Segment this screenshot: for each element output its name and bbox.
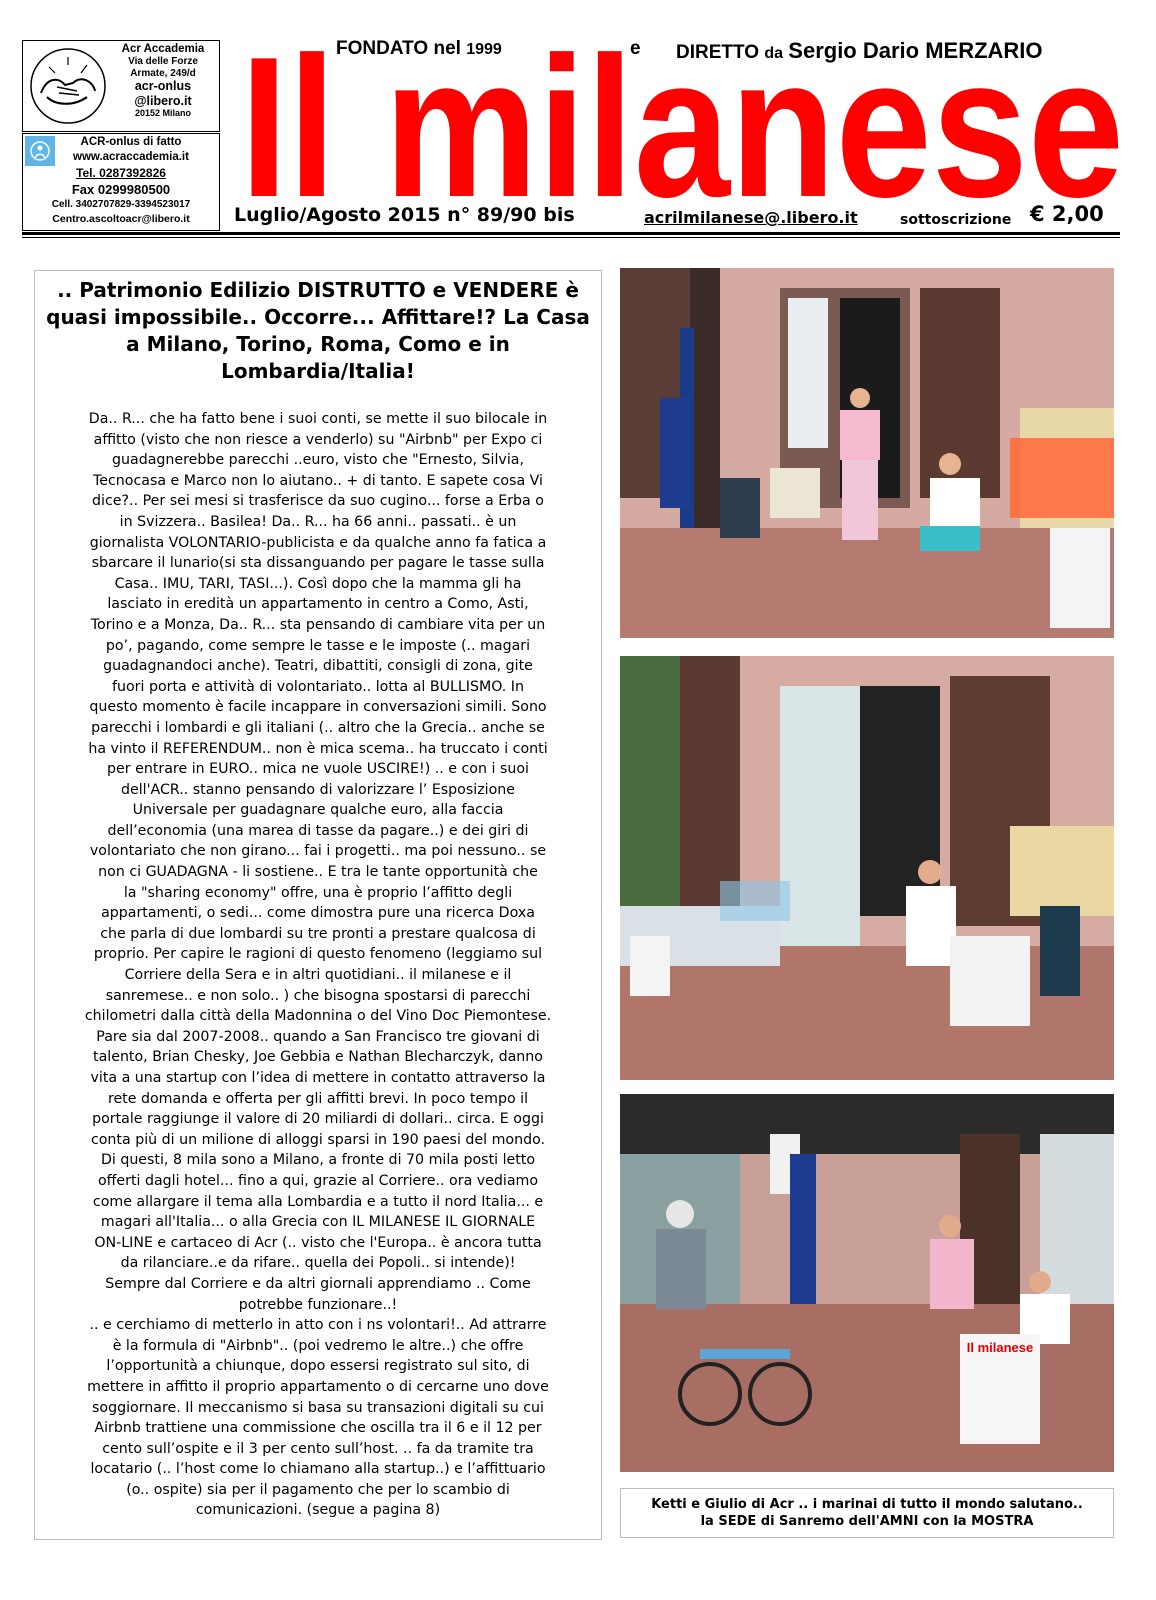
- email-domain: @libero.it: [134, 93, 192, 108]
- and-text: e: [630, 38, 641, 59]
- main-article: [34, 270, 602, 1540]
- founded-year: 1999: [466, 41, 502, 58]
- contact-box: [22, 133, 220, 231]
- founded-label: FONDATO nel: [336, 38, 461, 59]
- contact-web[interactable]: www.acraccademia.it: [73, 151, 189, 163]
- poster-title: Il milanese: [966, 1340, 1034, 1355]
- photo-2: [620, 656, 1114, 1080]
- photo-1: [620, 268, 1114, 638]
- address-street2: Armate, 249/d: [130, 67, 196, 79]
- caption-line-2: la SEDE di Sanremo dell'AMNI con la MOSTRA: [700, 1514, 1034, 1529]
- contact-email[interactable]: Centro.ascoltoacr@libero.it: [52, 213, 190, 225]
- caption-line-1: Ketti e Giulio di Acr .. i marinai di tutto il mondo salutano..: [651, 1497, 1083, 1512]
- address-box: [22, 40, 220, 132]
- contact-tel: Tel. 0287392826: [76, 166, 166, 180]
- address-zip: 20152 Milano: [134, 107, 192, 118]
- contact-fax: Fax 0299980500: [71, 182, 171, 197]
- directed-by: da: [764, 45, 783, 62]
- org-name: Acr Accademia: [121, 43, 205, 55]
- directed-label: DIRETTO: [676, 42, 760, 63]
- title-text: Il milanese: [240, 24, 1124, 208]
- price: € 2,00: [1030, 202, 1104, 226]
- photo-3: [620, 1094, 1114, 1472]
- email-user: acr-onlus: [134, 79, 192, 94]
- article-body: Da.. R... che ha fatto bene i suoi conti, se mette il suo bilocale in affitto (visto che non riesce a venderlo) su "Airbnb" per Expo ci guadagnerebbe parecchi ..euro, visto che "Ernesto, Silvia, Tecnocasa e Marco non lo aiutano.. + di tanto. E sapete cosa Vi dice?.. Per sei mesi si trasferisce da suo cugino... forse a Erba o in Svizzera.. Basilea! Da.. R... ha 66 anni.. passati.. è un giornalista VOLONTARIO-publicista e da qualche anno fa fatica a sbarcare il lunario(si sta dissanguando per pagare le tasse sulla Casa.. IMU, TARI, TASI...). Così dopo che la mamma gli ha lasciato in eredità un appartamento in centro a Como, Asti, Torino e a Monza, Da.. R... sta pensando di cambiare vita per un po’, pagando, come sempre le tasse e le imposte (.. magari guadagnandoci anche). Teatri, dibattiti, consigli di zona, gite fuori porta e attività di volontariato.. lotta al BULLISMO. In questo momento è facile incappare in conversazioni simili. Sono parecchi i lombardi e gli italiani (.. altro che la Grecia.. anche se ha vinto il REFERENDUM.. non è mica scema.. ha truccato i conti per entrare in EURO.. mica ne vuole USCIRE!) .. e con i suoi dell'ACR.. stanno pensando di valorizzare l’ Esposizione Universale per guadagnare qualche euro, alla faccia dell’economia (una marea di tasse da pagare..) e dei giri di volontariato che non girano... fai i progetti.. ma poi nessuno.. se non ci GUADAGNA - li sostiene.. E tra le tante opportunità che la "sharing economy" offre, una è proprio l’affitto degli appartamenti, o sedi... come dimostra pure una ricerca Doxa che parla di due lombardi su tre pronti a prestare qualcosa di proprio. Per capire le ragioni di questo fenomeno (leggiamo sul Corriere della Sera e in altri quotidiani.. il milanese e il sanremese.. e non solo.. ) che bisogna spostarsi di parecchi chilometri dalla città della Madonnina o del Vino Doc Piemontese. Pare sia dal 2007-2008.. quando a San Francisco tre giovani di talento, Brian Chesky, Joe Gebbia e Nathan Blecharczyk, danno vita a una startup con l’idea di mettere in contatto attraverso la rete domanda e offerta per gli affitti brevi. In poco tempo il portale raggiunge il valore di 20 miliardi di dollari.. circa. E oggi conta più di un milione di alloggi sparsi in 190 paesi del mondo. Di questi, 8 mila sono a Milano, a fronte di 70 mila posti letto offerti dagli hotel... fino a qui, grazie al Corriere.. ora vediamo come allargare il tema alla Lombardia e a tutto il nord Italia... e magari all'Italia... o alla Grecia con IL MILANESE IL GIORNALE ON-LINE e cartaceo di Acr (.. visto che l'Europa.. è ancora tutta da rilanciare..e da rifare.. quella dei Popoli.. si intende)! Sempre dal Corriere e da altri giornali apprendiamo .. Come potrebbe funzionare..! .. e cerchiamo di metterlo in atto con i ns volontari!.. Ad attrarre è la formula di "Airbnb".. (poi vedremo le altre..) che offre l’opportunità a chiunque, dopo essersi registrato sul sito, di mettere in affitto il proprio appartamento o di cercarne uno dove soggiornare. Il meccanismo si basa su transazioni digitali su cui Airbnb trattiene una commissione che oscilla tra il 6 e il 12 per cento sull’ospite e il 3 per cento sull’host. .. fa da tramite tra locatario (.. l’host come lo chiamano alla startup..) e l’affittuario (o.. ospite) sia per il pagamento che per lo scambio di comunicazioni. (segue a pagina 8): [84, 411, 552, 1519]
- photo-caption: [620, 1488, 1114, 1538]
- address-street: Via delle Forze: [128, 56, 198, 68]
- director-name: Sergio Dario MERZARIO: [788, 38, 1043, 63]
- header-rule-top: [22, 232, 1120, 235]
- masthead-email[interactable]: acrilmilanese@.libero.it: [644, 208, 858, 227]
- header-rule-bottom: [22, 237, 1120, 238]
- article-headline: .. Patrimonio Edilizio DISTRUTTO e VENDERE è quasi impossibile.. Occorre... Affittare!? La Casa a Milano, Torino, Roma, Como e in Lombardia/Italia!: [46, 278, 590, 383]
- contact-cell: Cell. 3402707829-3394523017: [51, 199, 191, 210]
- subscription-label: sottoscrizione: [900, 212, 1012, 228]
- contact-line1: ACR-onlus di fatto: [80, 136, 182, 148]
- newspaper-title: [232, 24, 1132, 208]
- address-lines: [111, 43, 215, 118]
- issue-info: Luglio/Agosto 2015 n° 89/90 bis: [234, 204, 575, 226]
- acr-logo-icon: [29, 47, 107, 125]
